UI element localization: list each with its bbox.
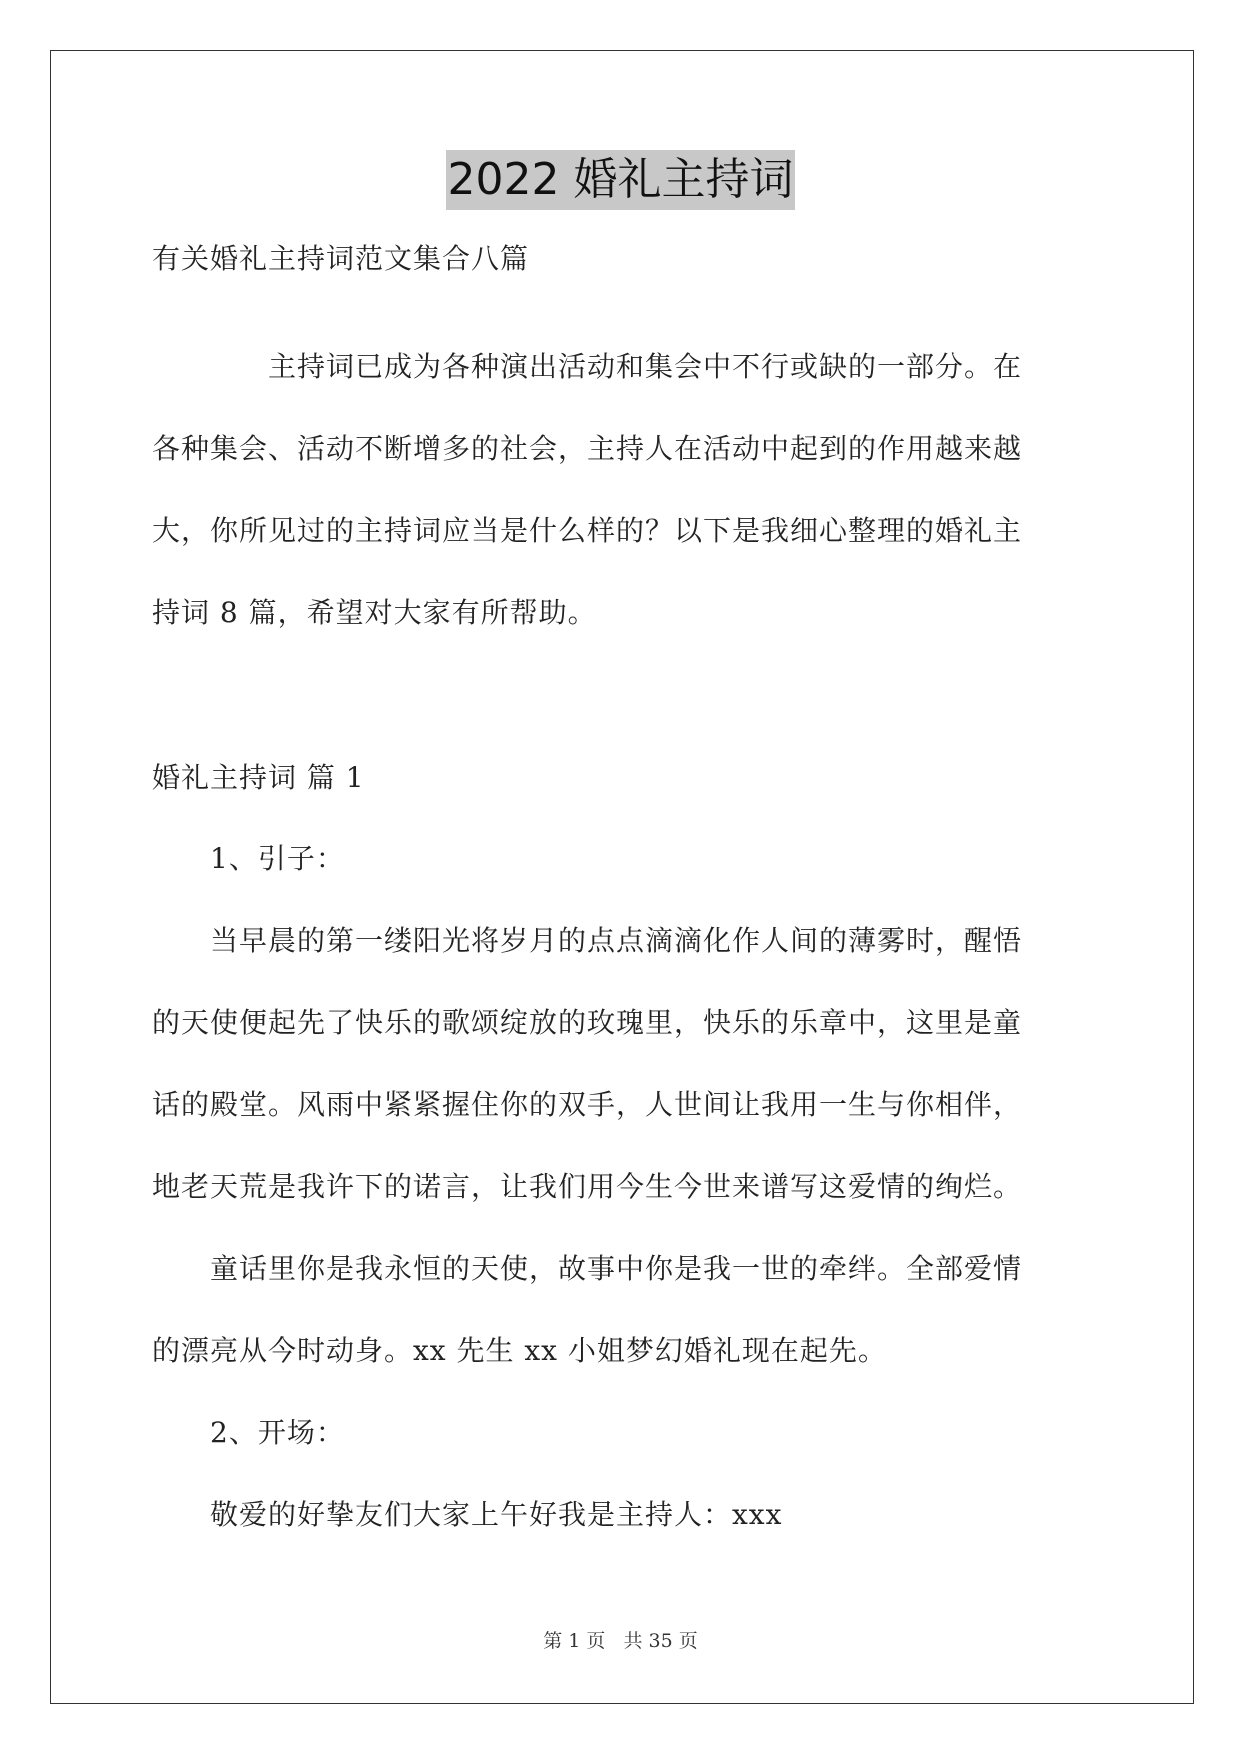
paragraph-line: 敬爱的好挚友们大家上午好我是主持人：xxx	[152, 1498, 783, 1531]
paragraph-line: 童话里你是我永恒的天使，故事中你是我一世的牵绊。全部爱情	[152, 1252, 1023, 1285]
paragraph-line: 当早晨的第一缕阳光将岁月的点点滴滴化作人间的薄雾时，醒悟	[152, 924, 1023, 957]
paragraph-line: 的天使便起先了快乐的歌颂绽放的玫瑰里，快乐的乐章中，这里是童	[152, 1006, 1023, 1039]
paragraph-line: 地老天荒是我许下的诺言，让我们用今生今世来谱写这爱情的绚烂。	[152, 1170, 1023, 1203]
section-heading: 婚礼主持词 篇 1	[152, 761, 365, 794]
page-number: 第 1 页	[543, 1630, 606, 1652]
title-wrap	[0, 150, 1241, 210]
paragraph-line: 大，你所见过的主持词应当是什么样的？以下是我细心整理的婚礼主	[152, 514, 1023, 547]
paragraph-line: 1、引子：	[152, 842, 345, 875]
document-title: 2022 婚礼主持词	[446, 150, 796, 210]
subtitle-line: 有关婚礼主持词范文集合八篇	[152, 242, 530, 275]
paragraph-line: 各种集会、活动不断增多的社会，主持人在活动中起到的作用越来越	[152, 432, 1023, 465]
paragraph-line: 的漂亮从今时动身。xx 先生 xx 小姐梦幻婚礼现在起先。	[152, 1334, 887, 1367]
paragraph-line: 话的殿堂。风雨中紧紧握住你的双手，人世间让我用一生与你相伴，	[152, 1088, 1023, 1121]
paragraph-line: 主持词已成为各种演出活动和集会中不行或缺的一部分。在	[152, 350, 1023, 383]
page-total: 共 35 页	[623, 1630, 698, 1652]
paragraph-line: 持词 8 篇，希望对大家有所帮助。	[152, 596, 597, 629]
paragraph-line: 2、开场：	[152, 1416, 345, 1449]
page-footer	[0, 1628, 1241, 1654]
